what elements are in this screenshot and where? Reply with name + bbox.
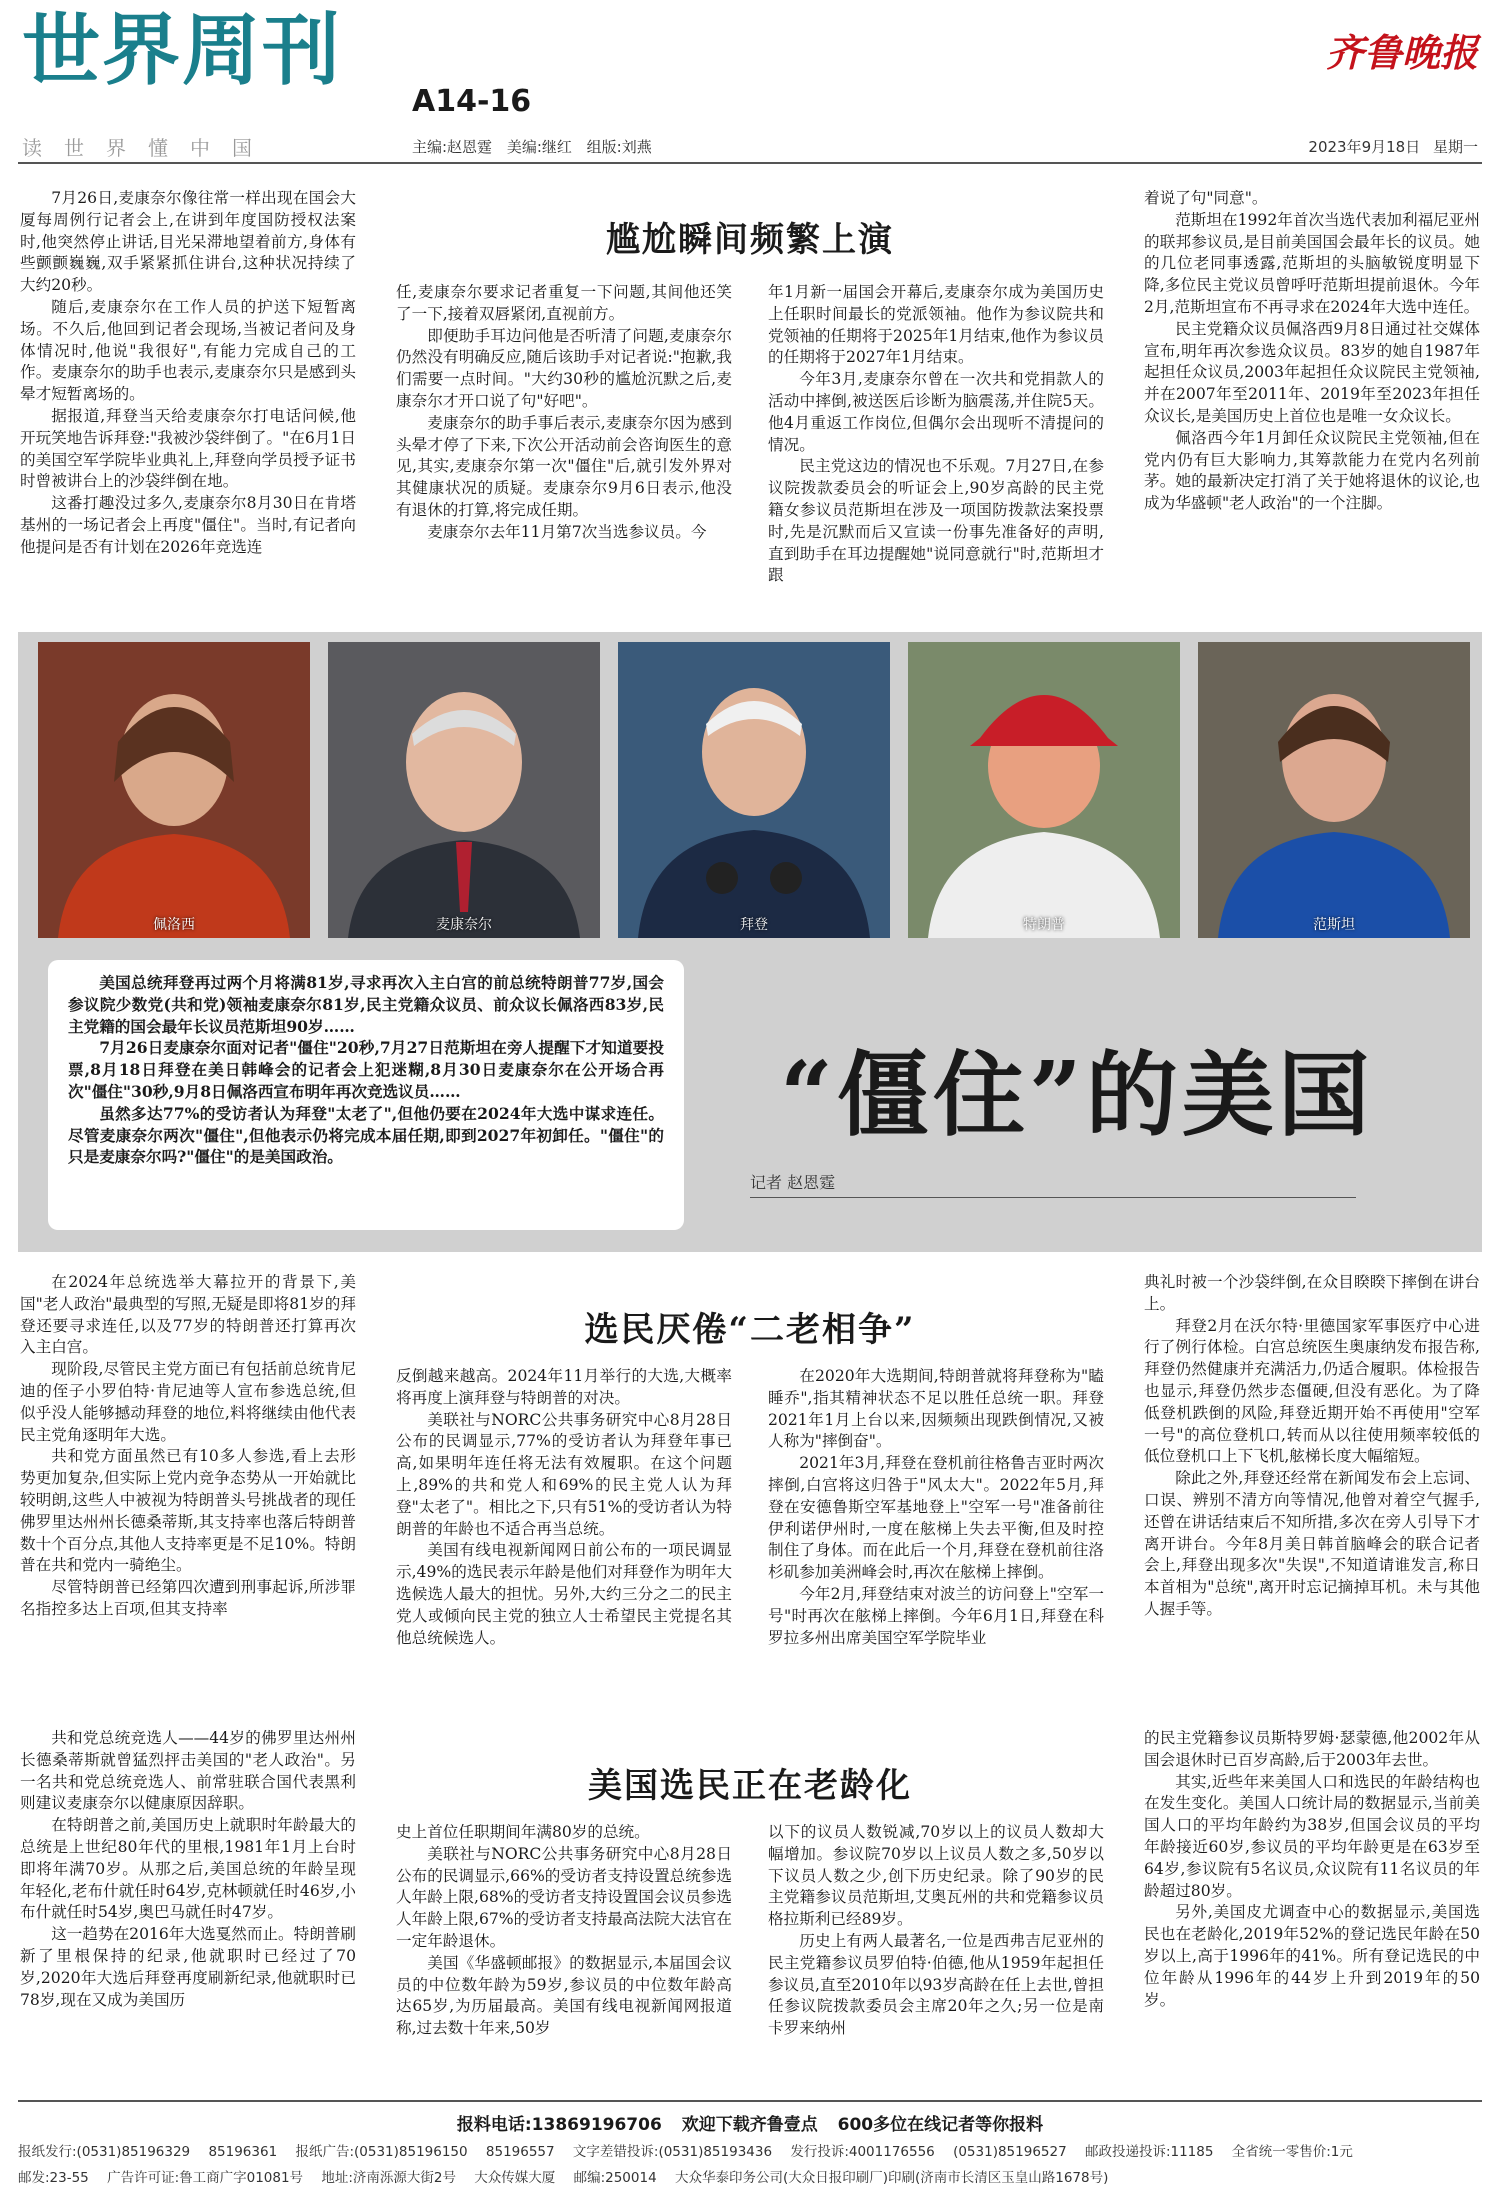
issue-date: 2023年9月18日 星期一 [1308,138,1478,156]
article-column: 7月26日,麦康奈尔像往常一样出现在国会大厦每周例行记者会上,在讲到年度国防授权法案时,他突然停止讲话,目光呆滞地望着前方,身体有些颤颤巍巍,双手紧紧抓住讲台,这种状况持续了大约20秒。 随后,麦康奈尔在工作人员的护送下短暂离场。不久后,他回到记者会现场,当被记者问及身体情况时,他说"我很好",有能力完成自己的工作。麦康奈尔的助手也表示,麦康奈尔只是感到头晕才短暂离场的。 据报道,拜登当天给麦康奈尔打电话问候,他开玩笑地告诉拜登:"我被沙袋绊倒了。"在6月1日的美国空军学院毕业典礼上,拜登向学员授予证书时曾被讲台上的沙袋绊倒在地。 这番打趣没过多久,麦康奈尔8月30日在肯塔基州的一场记者会上再度"僵住"。当时,有记者向他提问是否有计划在2026年竞选连 [20,189,356,556]
photo-feinstein [1198,642,1470,938]
photo-biden [618,642,890,938]
footer-contacts: 报纸发行:(0531)85196329 85196361 报纸广告:(0531)85196150 85196557 文字差错投诉:(0531)85193436 发行投诉:4001176556 (0531)85196527 邮政投递投诉:11185 全省统一零售价:1元 [18,2144,1353,2160]
photo-trump [908,642,1180,938]
portrait-graphic [1198,642,1470,938]
masthead-title: 世界周刊 [22,5,343,96]
article-column: 年1月新一届国会开幕后,麦康奈尔成为美国历史上任职时间最长的党派领袖。他作为参议院共和党领袖的任期将于2025年1月结束,他作为参议员的任期将于2027年1月结束。 今年3月,麦康奈尔曾在一次共和党捐款人的活动中摔倒,被送医后诊断为脑震荡,并住院5天。他4月重返工作岗位,但偶尔会出现听不清提问的情况。 民主党这边的情况也不乐观。7月27日,在参议院拨款委员会的听证会上,90岁高龄的民主党籍女参议员范斯坦在涉及一项国防拨款法案投票时,先是沉默而后又宣读一份事先准备好的声明,直到助手在耳边提醒她"说同意就行"时,范斯坦才跟 [768,283,1104,585]
byline: 记者 赵恩霆 [750,1170,1356,1198]
feature-title: “僵住”的美国 [780,1041,1374,1149]
article-column: 共和党总统竞选人——44岁的佛罗里达州州长德桑蒂斯就曾猛烈抨击美国的"老人政治"。另一名共和党总统竞选人、前常驻联合国代表黑利则建议麦康奈尔以健康原因辞职。 在特朗普之前,美国历史上就职时年龄最大的总统是上世纪80年代的里根,1981年1月上台时即将年满70岁。从那之后,美国总统的年龄呈现年轻化,老布什就任时64岁,克林顿就任时46岁,小布什就任时54岁,奥巴马就任时47岁。 这一趋势在2016年大选戛然而止。特朗普刷新了里根保持的纪录,他就职时已经过了70岁,2020年大选后拜登再度刷新纪录,他就职时已78岁,现在又成为美国历 [20,1729,356,2009]
photo-caption: 特朗普 [1023,917,1065,933]
section-heading-voter-fatigue: 选民厌倦“二老相争” [584,1310,916,1350]
tipline: 报料电话:13869196706 欢迎下载齐鲁壹点 600多位在线记者等你报料 [456,2115,1044,2135]
photo-caption: 麦康奈尔 [436,917,492,933]
portrait-graphic [908,642,1180,938]
article-column: 反倒越来越高。2024年11月举行的大选,大概率将再度上演拜登与特朗普的对决。 美联社与NORC公共事务研究中心8月28日公布的民调显示,77%的受访者认为拜登年事已高,如果明年连任将无法有效履职。在这个问题上,89%的共和党人和69%的民主党人认为拜登"太老了"。相比之下,只有51%的受访者认为特朗普的年龄也不适合再当总统。 美国有线电视新闻网日前公布的一项民调显示,49%的选民表示年龄是他们对拜登作为明年大选候选人最大的担忧。另外,大约三分之二的民主党人或倾向民主党的独立人士希望民主党提名其他总统候选人。 [396,1367,732,1647]
masthead-slogan: 读世界懂中国 [22,136,274,160]
article-column: 以下的议员人数锐减,70岁以上的议员人数却大幅增加。参议院70岁以上议员人数之多,50岁以下议员人数之少,创下历史纪录。除了90岁的民主党籍参议员范斯坦,艾奥瓦州的共和党籍参议员格拉斯利已经89岁。 历史上有两人最著名,一位是西弗吉尼亚州的民主党籍参议员罗伯特·伯德,他从1959年起担任参议员,直至2010年以93岁高龄在任上去世,曾担任参议院拨款委员会主席20年之久;另一位是南卡罗来纳州 [768,1823,1104,2038]
page-number: A14-16 [412,84,532,119]
newspaper-logo: 齐鲁晚报 [1325,30,1478,75]
article-column: 任,麦康奈尔要求记者重复一下问题,其间他还笑了一下,接着双唇紧闭,直视前方。 即便助手耳边问他是否听清了问题,麦康奈尔仍然没有明确反应,随后该助手对记者说:"抱歉,我们需要一点时间。"大约30秒的尴尬沉默之后,麦康奈尔才开口说了句"好吧"。 麦康奈尔的助手事后表示,麦康奈尔因为感到头晕才停了下来,下次公开活动前会咨询医生的意见,其实,麦康奈尔第一次"僵住"后,就引发外界对其健康状况的质疑。麦康奈尔9月6日表示,他没有退休的打算,将完成任期。 麦康奈尔去年11月第7次当选参议员。今 [396,283,732,541]
photo-mcconnell [328,642,600,938]
photo-caption: 佩洛西 [153,917,195,933]
article-column: 史上首位任职期间年满80岁的总统。 美联社与NORC公共事务研究中心8月28日公布的民调显示,66%的受访者支持设置总统参选人年龄上限,68%的受访者支持设置国会议员参选人年龄上限,67%的受访者支持最高法院大法官在一定年龄退休。 美国《华盛顿邮报》的数据显示,本届国会议员的中位数年龄为59岁,参议员的中位数年龄高达65岁,为历届最高。美国有线电视新闻网报道称,过去数十年来,50岁 [396,1823,732,2038]
portrait-graphic [618,642,890,938]
section-heading-awkward-moments: 尴尬瞬间频繁上演 [606,220,894,260]
editor-credits: 主编:赵恩霆 美编:继红 组版:刘燕 [412,138,652,156]
photo-caption: 范斯坦 [1313,917,1355,933]
footer-rule [18,2100,1482,2102]
portrait-graphic [328,642,600,938]
article-column: 在2020年大选期间,特朗普就将拜登称为"瞌睡乔",指其精神状态不足以胜任总统一职。拜登2021年1月上台以来,因频频出现跌倒情况,又被人称为"摔倒奋"。 2021年3月,拜登在登机前往格鲁吉亚时两次摔倒,白宫将这归咎于"风太大"。2022年5月,拜登在安德鲁斯空军基地登上"空军一号"准备前往伊利诺伊州时,一度在舷梯上失去平衡,但及时控制住了身体。而在此后一个月,拜登在登机前往洛杉矶参加美洲峰会时,再次在舷梯上摔倒。 今年2月,拜登结束对波兰的访问登上"空军一号"时再次在舷梯上摔倒。今年6月1日,拜登在科罗拉多州出席美国空军学院毕业 [768,1367,1104,1647]
masthead-rule [18,162,1482,164]
article-column: 的民主党籍参议员斯特罗姆·瑟蒙德,他2002年从国会退休时已百岁高龄,后于2003年去世。 其实,近些年来美国人口和选民的年龄结构也在发生变化。美国人口统计局的数据显示,当前美国人口的平均年龄约为38岁,但国会议员的平均年龄接近60岁,参议员的平均年龄更是在63岁至64岁,参议院有5名议员,众议院有11名议员的年龄超过80岁。 另外,美国皮尤调查中心的数据显示,美国选民也在老龄化,2019年52%的登记选民年龄在50岁以上,高于1996年的41%。所有登记选民的中位年龄从1996年的44岁上升到2019年的50岁。 [1144,1729,1480,2009]
portrait-graphic [38,642,310,938]
article-column: 在2024年总统选举大幕拉开的背景下,美国"老人政治"最典型的写照,无疑是即将81岁的拜登还要寻求连任,以及77岁的特朗普还打算再次入主白宫。 现阶段,尽管民主党方面已有包括前总统肯尼迪的侄子小罗伯特·肯尼迪等人宣布参选总统,但似乎没人能够撼动拜登的地位,料将继续由他代表民主党角逐明年大选。 共和党方面虽然已有10多人参选,看上去形势更加复杂,但实际上党内竞争态势从一开始就比较明朗,这些人中被视为特朗普头号挑战者的现任佛罗里达州州长德桑蒂斯,其支持率也落后特朗普数十个百分点,其他人支持率更是不足10%。特朗普在共和党内一骑绝尘。 尽管特朗普已经第四次遭到刑事起诉,所涉罪名指控多达上百项,但其支持率 [20,1273,356,1618]
feature-lead-box: 美国总统拜登再过两个月将满81岁,寻求再次入主白宫的前总统特朗普77岁,国会参议院少数党(共和党)领袖麦康奈尔81岁,民主党籍众议员、前众议长佩洛西83岁,民主党籍的国会最年长议员范斯坦90岁…… 7月26日麦康奈尔面对记者"僵住"20秒,7月27日范斯坦在旁人提醒下才知道要投票,8月18日拜登在美日韩峰会的记者会上犯迷糊,8月30日麦康奈尔在公开场合再次"僵住"30秒,9月8日佩洛西宣布明年再次竞选议员…… 虽然多达77%的受访者认为拜登"太老了",但他仍要在2024年大选中谋求连任。尽管麦康奈尔两次"僵住",但他表示仍将完成本届任期,即到2027年初卸任。"僵住"的只是麦康奈尔吗?"僵住"的是美国政治。 [48,960,684,1230]
photo-caption: 拜登 [740,917,768,933]
photo-pelosi [38,642,310,938]
section-heading-aging-voters: 美国选民正在老龄化 [588,1766,912,1806]
article-column: 典礼时被一个沙袋绊倒,在众目睽睽下摔倒在讲台上。 拜登2月在沃尔特·里德国家军事医疗中心进行了例行体检。白宫总统医生奥康纳发布报告称,拜登仍然健康并充满活力,仍适合履职。体检报告也显示,拜登仍然步态僵硬,但没有恶化。为了降低登机跌倒的风险,拜登近期开始不再使用"空军一号"的高位登机口,转而从以往使用频率较低的低位登机口上下飞机,舷梯长度大幅缩短。 除此之外,拜登还经常在新闻发布会上忘词、口误、辨别不清方向等情况,他曾对着空气握手,还曾在讲话结束后不知所措,多次在旁人引导下才离开讲台。今年8月美日韩首脑峰会的联合记者会上,拜登出现多次"失误",不知道请谁发言,称日本首相为"总统",离开时忘记摘掉耳机。未与其他人握手等。 [1144,1273,1480,1618]
article-column: 着说了句"同意"。 范斯坦在1992年首次当选代表加利福尼亚州的联邦参议员,是目前美国国会最年长的议员。她的几位老同事透露,范斯坦的头脑敏锐度明显下降,多位民主党议员曾呼吁范斯坦提前退休。今年2月,范斯坦宣布不再寻求在2024年大选中连任。 民主党籍众议员佩洛西9月8日通过社交媒体宣布,明年再次参选众议员。83岁的她自1987年起担任众议员,2003年起担任众议院民主党领袖,并在2007年至2011年、2019年至2023年担任众议长,是美国历史上首位也是唯一女众议长。 佩洛西今年1月卸任众议院民主党领袖,但在党内仍有巨大影响力,其筹款能力在党内名列前茅。她的最新决定打消了关于她将退休的议论,也成为华盛顿"老人政治"的一个注脚。 [1144,189,1480,513]
footer-address: 邮发:23-55 广告许可证:鲁工商广字01081号 地址:济南泺源大街2号 大众传媒大厦 邮编:250014 大众华泰印务公司(大众日报印刷厂)印刷(济南市长清区玉皇山路1678号) [18,2170,1109,2186]
